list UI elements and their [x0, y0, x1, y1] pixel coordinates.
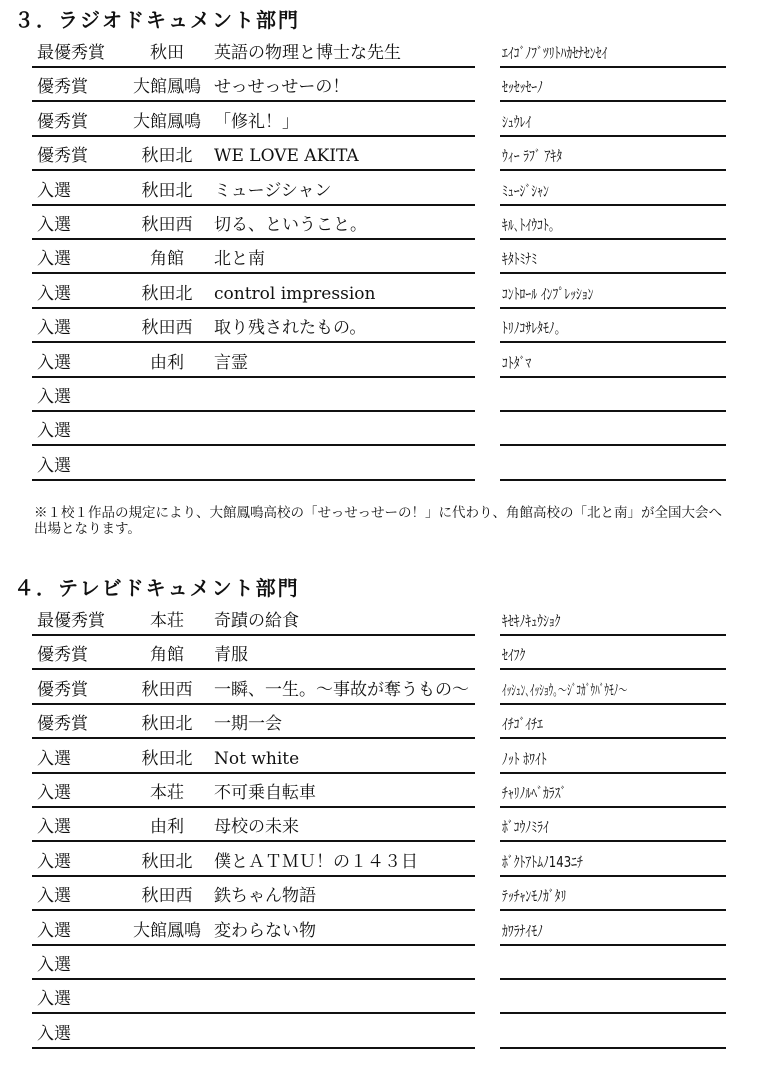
work-title-cell: 一期一会 — [214, 714, 282, 735]
result-row — [0, 344, 778, 378]
award-cell: 入選 — [37, 817, 71, 838]
award-cell: 最優秀賞 — [37, 43, 105, 63]
kana-reading-cell: ﾎﾞｺｳﾉﾐﾗｲ — [502, 818, 549, 837]
school-cell: 秋田北 — [141, 748, 193, 769]
result-row — [0, 946, 778, 980]
school-cell: 秋田北 — [141, 283, 193, 304]
award-cell: 入選 — [37, 352, 71, 373]
kana-reading-cell: ｼｭｳﾚｲ — [502, 112, 532, 131]
award-cell: 入選 — [37, 748, 71, 769]
kana-reading-cell: ｾｯｾｯｾｰﾉ — [502, 78, 543, 97]
school-cell: 秋田北 — [141, 146, 193, 167]
work-title-cell: 不可乗自転車 — [214, 783, 316, 803]
school-cell: 角館 — [150, 249, 184, 270]
result-row — [0, 240, 778, 274]
school-cell: 秋田北 — [141, 180, 193, 201]
school-cell: 由利 — [150, 352, 184, 373]
kana-underline — [500, 479, 726, 481]
school-cell: 秋田 — [150, 43, 184, 63]
result-row — [0, 843, 778, 877]
work-title-cell: 僕とＡＴＭＵ！の１４３日 — [214, 851, 418, 872]
work-title-cell: 青服 — [214, 645, 248, 666]
work-title-cell: せっせっせーの！ — [214, 77, 350, 98]
result-row — [0, 447, 778, 481]
kana-reading-cell: ｲﾁｺﾞｲﾁｴ — [502, 715, 543, 734]
work-title-cell: Not white — [214, 748, 300, 769]
school-cell: 大館鳳鳴 — [133, 920, 201, 941]
award-cell: 優秀賞 — [37, 679, 88, 700]
kana-reading-cell: ｺﾝﾄﾛｰﾙ ｲﾝﾌﾟﾚｯｼｮﾝ — [502, 284, 594, 303]
result-row — [0, 774, 778, 808]
entry-underline — [32, 479, 475, 481]
school-cell: 秋田西 — [141, 215, 193, 235]
school-cell: 由利 — [150, 817, 184, 838]
school-cell: 秋田北 — [141, 714, 193, 735]
kana-reading-cell: ｲｯｼｭﾝ､ｲｯｼｮｳ｡～ｼﾞｺｶﾞｳﾊﾞｳﾓﾉ～ — [502, 680, 628, 699]
entry-underline — [32, 1047, 475, 1049]
kana-reading-cell: ﾁｬﾘﾉﾙﾍﾞｶﾗｽﾞ — [502, 784, 567, 802]
result-row — [0, 137, 778, 171]
school-cell: 本荘 — [150, 783, 184, 803]
eligibility-note: ※１校１作品の規定により、大館鳳鳴高校の「せっせっせーの！」に代わり、角館高校の「北と南」が全国大会へ出場となります。 — [34, 505, 722, 537]
result-row — [0, 206, 778, 240]
result-row — [0, 309, 778, 343]
award-cell: 最優秀賞 — [37, 611, 105, 631]
result-row — [0, 636, 778, 670]
award-cell: 入選 — [37, 851, 71, 872]
work-title-cell: 鉄ちゃん物語 — [214, 886, 316, 907]
work-title-cell: 北と南 — [214, 249, 265, 270]
kana-reading-cell: ｷﾀﾄﾐﾅﾐ — [502, 250, 538, 269]
result-row — [0, 602, 778, 636]
award-cell: 入選 — [37, 886, 71, 907]
kana-reading-cell: ｴｲｺﾞﾉﾌﾞﾂﾘﾄﾊｶｾﾅｾﾝｾｲ — [502, 44, 608, 62]
award-cell: 入選 — [37, 421, 71, 442]
school-cell: 大館鳳鳴 — [133, 77, 201, 98]
result-row — [0, 172, 778, 206]
result-row — [0, 808, 778, 842]
result-row — [0, 34, 778, 68]
result-row — [0, 877, 778, 911]
kana-reading-cell: ｶﾜﾗﾅｲﾓﾉ — [502, 921, 543, 940]
work-title-cell: 「修礼！」 — [214, 111, 299, 132]
work-title-cell: 奇蹟の給食 — [214, 611, 299, 631]
result-row — [0, 912, 778, 946]
award-cell: 入選 — [37, 283, 71, 304]
award-cell: 優秀賞 — [37, 714, 88, 735]
award-cell: 入選 — [37, 249, 71, 270]
award-cell: 入選 — [37, 180, 71, 201]
school-cell: 角館 — [150, 645, 184, 666]
award-cell: 優秀賞 — [37, 111, 88, 132]
award-cell: 入選 — [37, 215, 71, 235]
kana-reading-cell: ﾐｭｰｼﾞｼｬﾝ — [502, 181, 549, 200]
work-title-cell: ミュージシャン — [214, 180, 332, 201]
school-cell: 大館鳳鳴 — [133, 111, 201, 132]
result-row — [0, 378, 778, 412]
work-title-cell: 変わらない物 — [214, 920, 316, 941]
award-cell: 優秀賞 — [37, 77, 88, 98]
kana-reading-cell: ｷｾｷﾉｷｭｳｼｮｸ — [502, 612, 561, 630]
work-title-cell: 言霊 — [214, 352, 248, 373]
kana-reading-cell: ﾄﾘﾉｺｻﾚﾀﾓﾉ｡ — [502, 319, 561, 338]
kana-reading-cell: ｾｲﾌｸ — [502, 646, 526, 665]
kana-underline — [500, 1047, 726, 1049]
award-cell: 入選 — [37, 955, 71, 975]
result-row — [0, 1015, 778, 1049]
kana-reading-cell: ｺﾄﾀﾞﾏ — [502, 353, 532, 372]
result-row — [0, 68, 778, 102]
kana-reading-cell: ｳｨｰ ﾗﾌﾞ ｱｷﾀ — [502, 147, 563, 166]
award-cell: 入選 — [37, 1023, 71, 1044]
work-title-cell: 母校の未来 — [214, 817, 299, 838]
result-row — [0, 103, 778, 137]
award-cell: 優秀賞 — [37, 645, 88, 666]
award-cell: 入選 — [37, 783, 71, 803]
award-cell: 入選 — [37, 455, 71, 476]
award-cell: 入選 — [37, 989, 71, 1010]
kana-reading-cell: ﾎﾞｸﾄｱﾄﾑﾉ143ﾆﾁ — [502, 852, 583, 871]
school-cell: 秋田北 — [141, 851, 193, 872]
award-cell: 入選 — [37, 318, 71, 339]
work-title-cell: 一瞬、一生。～事故が奪うもの～ — [214, 679, 469, 700]
result-row — [0, 705, 778, 739]
work-title-cell: WE LOVE AKITA — [214, 146, 359, 167]
school-cell: 秋田西 — [141, 679, 193, 700]
work-title-cell: 英語の物理と博士な先生 — [214, 43, 401, 63]
kana-reading-cell: ﾉｯﾄ ﾎﾜｲﾄ — [502, 749, 547, 768]
work-title-cell: 取り残されたもの。 — [214, 318, 367, 339]
result-row — [0, 275, 778, 309]
award-cell: 入選 — [37, 387, 71, 407]
work-title-cell: 切る、ということ。 — [214, 215, 367, 235]
result-row — [0, 671, 778, 705]
award-cell: 入選 — [37, 920, 71, 941]
work-title-cell: control impression — [214, 283, 376, 304]
radio-section-title: ３．ラジオドキュメント部門 — [14, 8, 300, 32]
award-cell: 優秀賞 — [37, 146, 88, 167]
result-row — [0, 412, 778, 446]
school-cell: 秋田西 — [141, 318, 193, 339]
tv-section-title: ４．テレビドキュメント部門 — [14, 576, 300, 600]
school-cell: 本荘 — [150, 611, 184, 631]
result-row — [0, 980, 778, 1014]
kana-reading-cell: ﾃｯﾁｬﾝﾓﾉｶﾞﾀﾘ — [502, 887, 567, 906]
kana-reading-cell: ｷﾙ､ﾄｲｳｺﾄ｡ — [502, 216, 555, 234]
result-row — [0, 740, 778, 774]
school-cell: 秋田西 — [141, 886, 193, 907]
